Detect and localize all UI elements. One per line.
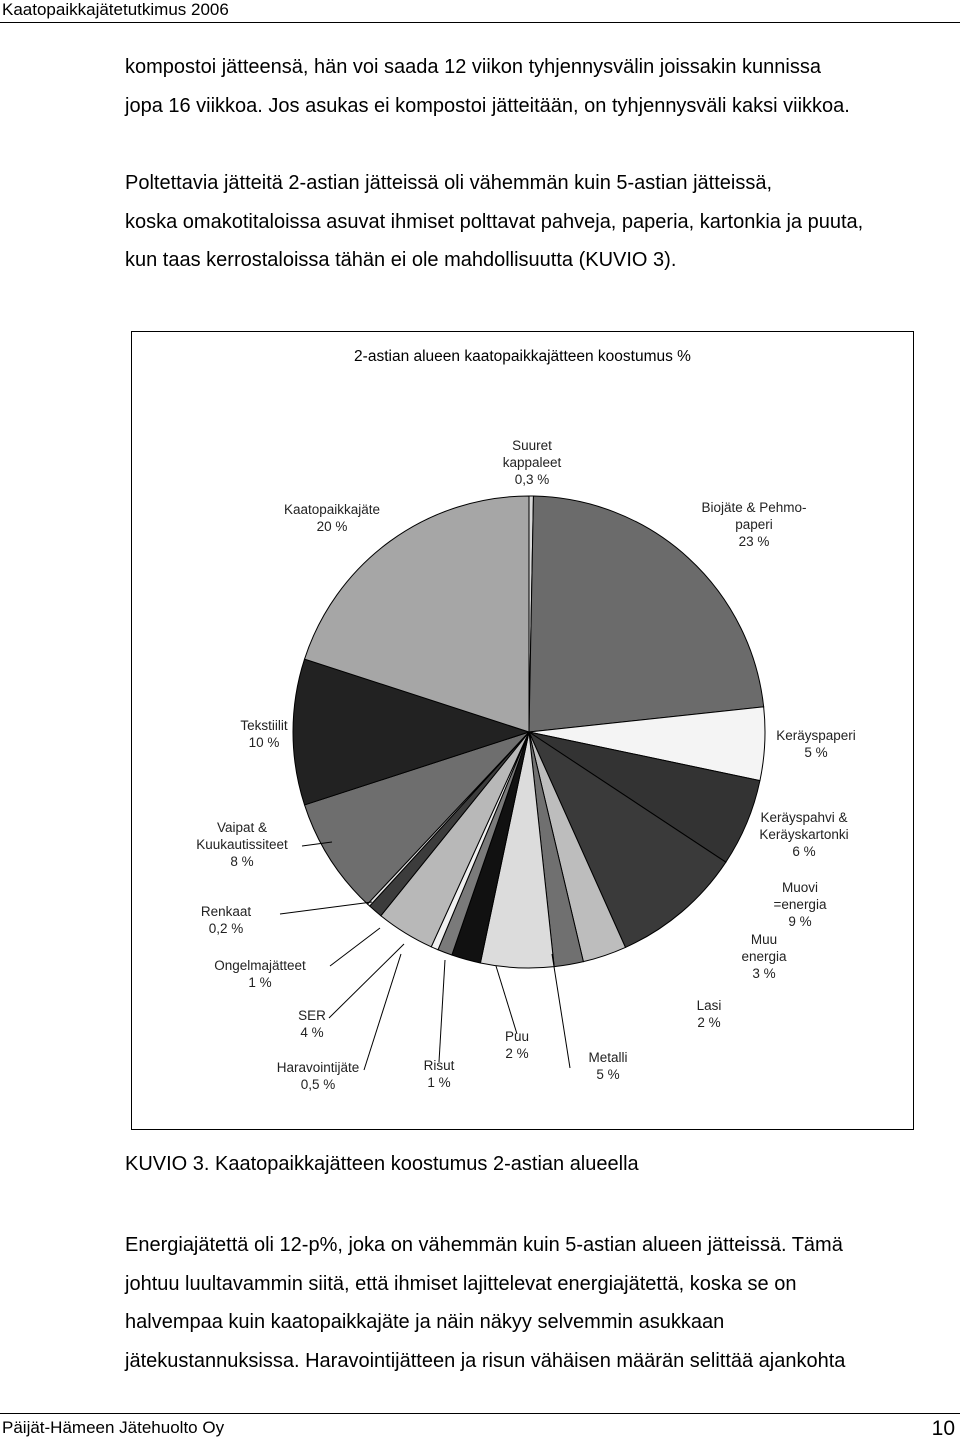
slice-label-8 xyxy=(505,1029,529,1061)
text-line: jätekustannuksissa. Haravointijätteen ja risun vähäisen määrän selittää ajankohta xyxy=(125,1349,846,1372)
slice-label-line: Metalli xyxy=(588,1050,628,1065)
slice-label-line: 1 % xyxy=(248,975,272,990)
text-line: johtuu luultavammin siitä, että ihmiset lajittelevat energiajätettä, koska se on xyxy=(125,1272,797,1295)
slice-label-3 xyxy=(759,810,848,859)
slice-label-line: Muovi xyxy=(781,880,819,895)
slice-label-line: 9 % xyxy=(788,914,812,929)
text-line: Poltettavia jätteitä 2-astian jätteissä oli vähemmän kuin 5-astian jätteissä, xyxy=(125,172,773,194)
slice-label-line: Kuukautissiteet xyxy=(196,837,288,852)
text-line: Energiajätettä oli 12-p%, joka on vähemmän kuin 5-astian alueen jätteissä. Tämä xyxy=(125,1234,843,1256)
leader-line-8 xyxy=(496,966,517,1034)
leader-line-12 xyxy=(330,928,380,966)
slice-label-line: Kaatopaikkajäte xyxy=(283,502,381,517)
pie-chart-figure xyxy=(131,331,914,1130)
slice-label-6 xyxy=(697,998,722,1030)
slice-label-1 xyxy=(701,500,806,549)
slice-label-line: 2 % xyxy=(505,1046,529,1061)
slice-label-line: Vaipat & xyxy=(216,820,268,835)
text-line: halvempaa kuin kaatopaikkajäte ja näin näkyy selvemmin asukkaan xyxy=(125,1311,725,1333)
slice-label-0 xyxy=(503,438,562,487)
slice-label-line: 5 % xyxy=(804,745,828,760)
page-header xyxy=(0,0,960,23)
footer-organization: Päijät-Hämeen Jätehuolto Oy xyxy=(2,1418,225,1437)
slice-label-14 xyxy=(196,820,288,869)
slice-label-line: 1 % xyxy=(427,1075,451,1090)
slice-label-line: 5 % xyxy=(596,1067,620,1082)
figure-caption: KUVIO 3. Kaatopaikkajätteen koostumus 2-astian alueella xyxy=(125,1153,639,1175)
slice-label-line: Puu xyxy=(504,1029,530,1044)
slice-label-line: 23 % xyxy=(738,534,770,549)
page-number: 10 xyxy=(931,1417,955,1440)
slice-label-line: Tekstiilit xyxy=(240,718,288,733)
slice-label-line: Muu xyxy=(750,932,778,947)
text-line: kun taas kerrostaloissa tähän ei ole mahdollisuutta (KUVIO 3). xyxy=(125,249,677,271)
slice-label-line: 20 % xyxy=(316,519,348,534)
slice-label-16 xyxy=(284,502,380,534)
pie-chart xyxy=(132,332,913,1129)
leader-line-13 xyxy=(280,902,372,914)
leader-line-7 xyxy=(552,954,570,1068)
slice-label-10 xyxy=(277,1060,360,1092)
slice-label-11 xyxy=(298,1008,326,1040)
slice-label-7 xyxy=(588,1050,627,1082)
slice-label-9 xyxy=(424,1058,455,1090)
slice-label-line: Keräyspaperi xyxy=(776,728,856,743)
slice-label-line: 4 % xyxy=(300,1025,324,1040)
slice-label-12 xyxy=(214,958,306,990)
text-line: jopa 16 viikkoa. Jos asukas ei kompostoi jätteitään, on tyhjennysväli kaksi viikkoa. xyxy=(125,94,850,117)
paragraph-3 xyxy=(125,1226,925,1380)
slice-label-line: 8 % xyxy=(230,854,254,869)
slice-label-4 xyxy=(774,880,827,929)
slice-label-line: 0,5 % xyxy=(300,1077,336,1092)
pie-slice-1 xyxy=(529,496,764,732)
slice-label-line: kappaleet xyxy=(502,455,562,470)
slice-label-5 xyxy=(741,932,787,981)
slice-label-line: energia xyxy=(741,949,787,964)
text-line: koska omakotitaloissa asuvat ihmiset polttavat pahveja, paperia, kartonkia ja puuta, xyxy=(125,210,864,233)
slice-label-line: 6 % xyxy=(792,844,816,859)
slice-label-line: Ongelmajätteet xyxy=(214,958,306,973)
slice-label-line: 0,3 % xyxy=(514,472,550,487)
slice-label-line: 2 % xyxy=(697,1015,721,1030)
leader-line-9 xyxy=(439,960,445,1062)
header-title: Kaatopaikkajätetutkimus 2006 xyxy=(2,0,229,19)
paragraph-1 xyxy=(125,48,925,125)
slice-label-line: 10 % xyxy=(248,735,280,750)
slice-label-line: Keräyskartonki xyxy=(759,827,849,842)
slice-label-line: Lasi xyxy=(696,998,722,1013)
chart-title: 2-astian alueen kaatopaikkajätteen koostumus % xyxy=(354,348,691,365)
slice-label-line: paperi xyxy=(735,517,773,532)
slice-label-line: Biojäte & Pehmo- xyxy=(701,500,807,515)
slice-label-13 xyxy=(201,904,252,936)
slice-label-line: 0,2 % xyxy=(208,921,244,936)
slice-label-15 xyxy=(240,718,288,750)
slice-label-2 xyxy=(776,728,856,760)
slice-label-line: SER xyxy=(298,1008,326,1023)
slice-label-line: Keräyspahvi & xyxy=(760,810,848,825)
paragraph-2 xyxy=(125,164,925,280)
slice-label-line: =energia xyxy=(773,897,827,912)
footer-rule xyxy=(0,1413,960,1414)
slice-label-line: 3 % xyxy=(752,966,776,981)
slice-label-line: Haravointijäte xyxy=(276,1060,360,1075)
slice-label-line: Renkaat xyxy=(200,904,252,919)
leader-line-10 xyxy=(364,954,401,1070)
slice-label-line: Suuret xyxy=(512,438,552,453)
slice-label-line: Risut xyxy=(423,1058,455,1073)
text-line: kompostoi jätteensä, hän voi saada 12 viikon tyhjennysvälin joissakin kunnissa xyxy=(125,56,821,78)
